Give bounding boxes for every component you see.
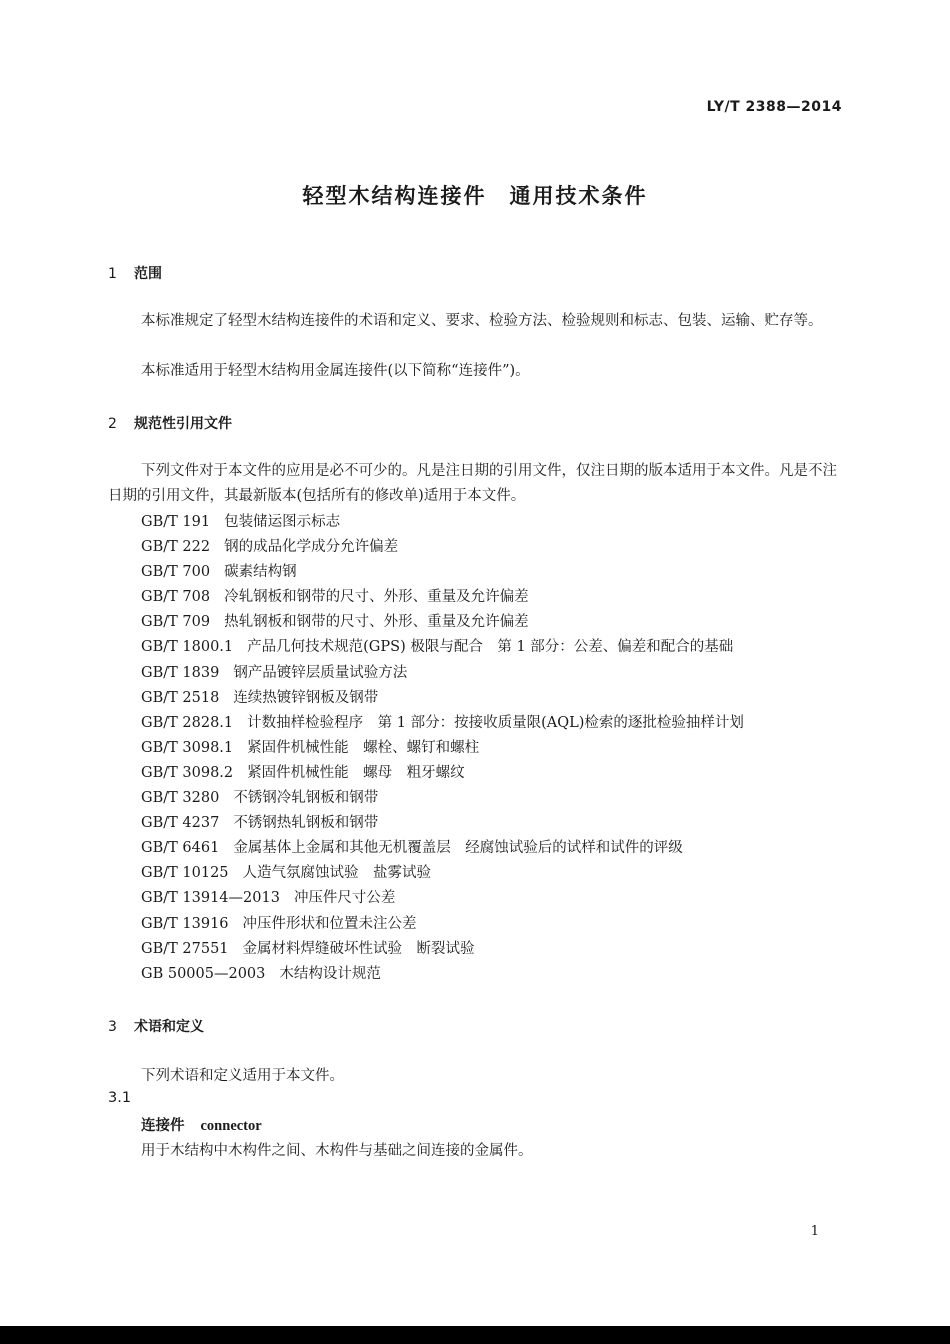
term-chinese: 连接件 xyxy=(141,1117,185,1134)
bottom-border-bar xyxy=(0,1326,950,1344)
section-number: 1 xyxy=(108,266,117,282)
standard-code: LY/T 2388—2014 xyxy=(706,99,842,115)
reference-item: GB/T 10125 人造气氛腐蚀试验 盐雾试验 xyxy=(141,865,432,882)
reference-item: GB/T 6461 金属基体上金属和其他无机覆盖层 经腐蚀试验后的试样和试件的评级 xyxy=(141,840,683,857)
scope-paragraph-2: 本标准适用于轻型木结构用金属连接件(以下简称“连接件”)。 xyxy=(141,363,530,379)
reference-item: GB/T 3098.2 紧固件机械性能 螺母 粗牙螺纹 xyxy=(141,764,465,781)
term-english: connector xyxy=(200,1118,262,1134)
reference-item: GB 50005—2003 木结构设计规范 xyxy=(141,965,381,982)
page-number: 1 xyxy=(810,1224,819,1239)
reference-item: GB/T 3280 不锈钢冷轧钢板和钢带 xyxy=(141,790,379,807)
reference-item: GB/T 1839 钢产品镀锌层质量试验方法 xyxy=(141,664,408,681)
section-2-heading xyxy=(108,413,232,433)
section-title: 范围 xyxy=(134,266,162,282)
scope-paragraph-1: 本标准规定了轻型木结构连接件的术语和定义、要求、检验方法、检验规则和标志、包装、运输、贮存等。 xyxy=(141,313,823,329)
term-definition: 用于木结构中木构件之间、木构件与基础之间连接的金属件。 xyxy=(141,1143,533,1159)
reference-item: GB/T 1800.1 产品几何技术规范(GPS) 极限与配合 第 1 部分：公差、偏差和配合的基础 xyxy=(141,639,734,656)
section-number: 3 xyxy=(108,1019,117,1035)
reference-item: GB/T 27551 金属材料焊缝破坏性试验 断裂试验 xyxy=(141,940,475,957)
reference-item: GB/T 191 包装储运图示标志 xyxy=(141,514,341,530)
document-title: 轻型木结构连接件 通用技术条件 xyxy=(302,184,648,208)
reference-item: GB/T 13916 冲压件形状和位置未注公差 xyxy=(141,915,417,932)
reference-item: GB/T 4237 不锈钢热轧钢板和钢带 xyxy=(141,815,379,832)
reference-item: GB/T 709 热轧钢板和钢带的尺寸、外形、重量及允许偏差 xyxy=(141,614,529,631)
section-3-heading xyxy=(108,1016,204,1036)
reference-item: GB/T 2828.1 计数抽样检验程序 第 1 部分：按接收质量限(AQL)检索的逐批检验抽样计划 xyxy=(141,714,744,731)
section-number: 2 xyxy=(108,416,117,432)
reference-item: GB/T 222 钢的成品化学成分允许偏差 xyxy=(141,539,399,556)
reference-item: GB/T 13914—2013 冲压件尺寸公差 xyxy=(141,890,396,907)
reference-item: GB/T 700 碳素结构钢 xyxy=(141,564,297,581)
reference-list xyxy=(141,510,744,987)
normative-intro: 下列文件对于本文件的应用是必不可少的。凡是注日期的引用文件，仅注日期的版本适用于本文件。凡是不注日期的引用文件，其最新版本(包括所有的修改单)适用于本文件。 xyxy=(108,463,837,504)
term-entry xyxy=(141,1114,262,1135)
reference-item: GB/T 3098.1 紧固件机械性能 螺栓、螺钉和螺柱 xyxy=(141,739,480,756)
terms-intro: 下列术语和定义适用于本文件。 xyxy=(141,1068,344,1084)
section-title: 术语和定义 xyxy=(134,1019,204,1035)
reference-item: GB/T 708 冷轧钢板和钢带的尺寸、外形、重量及允许偏差 xyxy=(141,589,529,606)
section-title: 规范性引用文件 xyxy=(134,416,232,432)
clause-number: 3.1 xyxy=(108,1090,132,1106)
section-1-heading xyxy=(108,263,162,283)
reference-item: GB/T 2518 连续热镀锌钢板及钢带 xyxy=(141,689,379,706)
